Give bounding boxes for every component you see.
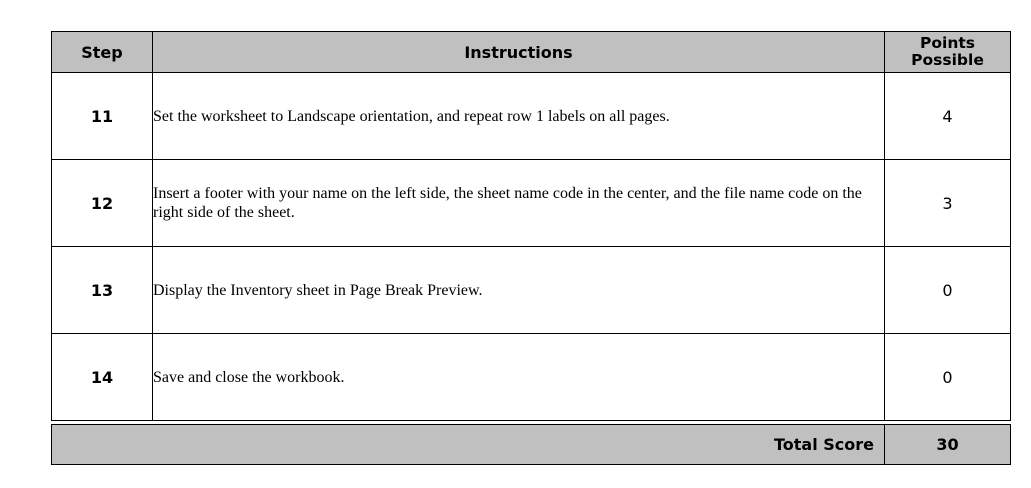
- total-score-value: 30: [885, 425, 1011, 465]
- table-row: [52, 334, 1011, 421]
- header-instructions: Instructions: [153, 32, 885, 73]
- header-step: Step: [52, 32, 153, 73]
- total-row: [52, 425, 1011, 465]
- points-value: 0: [885, 247, 1011, 334]
- step-number: 12: [52, 160, 153, 247]
- table-row: [52, 247, 1011, 334]
- grading-sheet: [51, 31, 1010, 465]
- instruction-text: Insert a footer with your name on the left side, the sheet name code in the center, and the file name code on the right side of the sheet.: [153, 160, 885, 247]
- step-number: 11: [52, 73, 153, 160]
- instruction-text: Display the Inventory sheet in Page Break Preview.: [153, 247, 885, 334]
- points-value: 4: [885, 73, 1011, 160]
- total-score-label: Total Score: [52, 425, 885, 465]
- instructions-table: [51, 31, 1011, 421]
- step-number: 13: [52, 247, 153, 334]
- table-row: [52, 160, 1011, 247]
- instruction-text: Set the worksheet to Landscape orientation, and repeat row 1 labels on all pages.: [153, 73, 885, 160]
- points-value: 3: [885, 160, 1011, 247]
- step-number: 14: [52, 334, 153, 421]
- header-points-possible: Points Possible: [885, 32, 1011, 73]
- instruction-text: Save and close the workbook.: [153, 334, 885, 421]
- table-row: [52, 73, 1011, 160]
- header-row: [52, 32, 1011, 73]
- total-score-table: [51, 424, 1011, 465]
- points-value: 0: [885, 334, 1011, 421]
